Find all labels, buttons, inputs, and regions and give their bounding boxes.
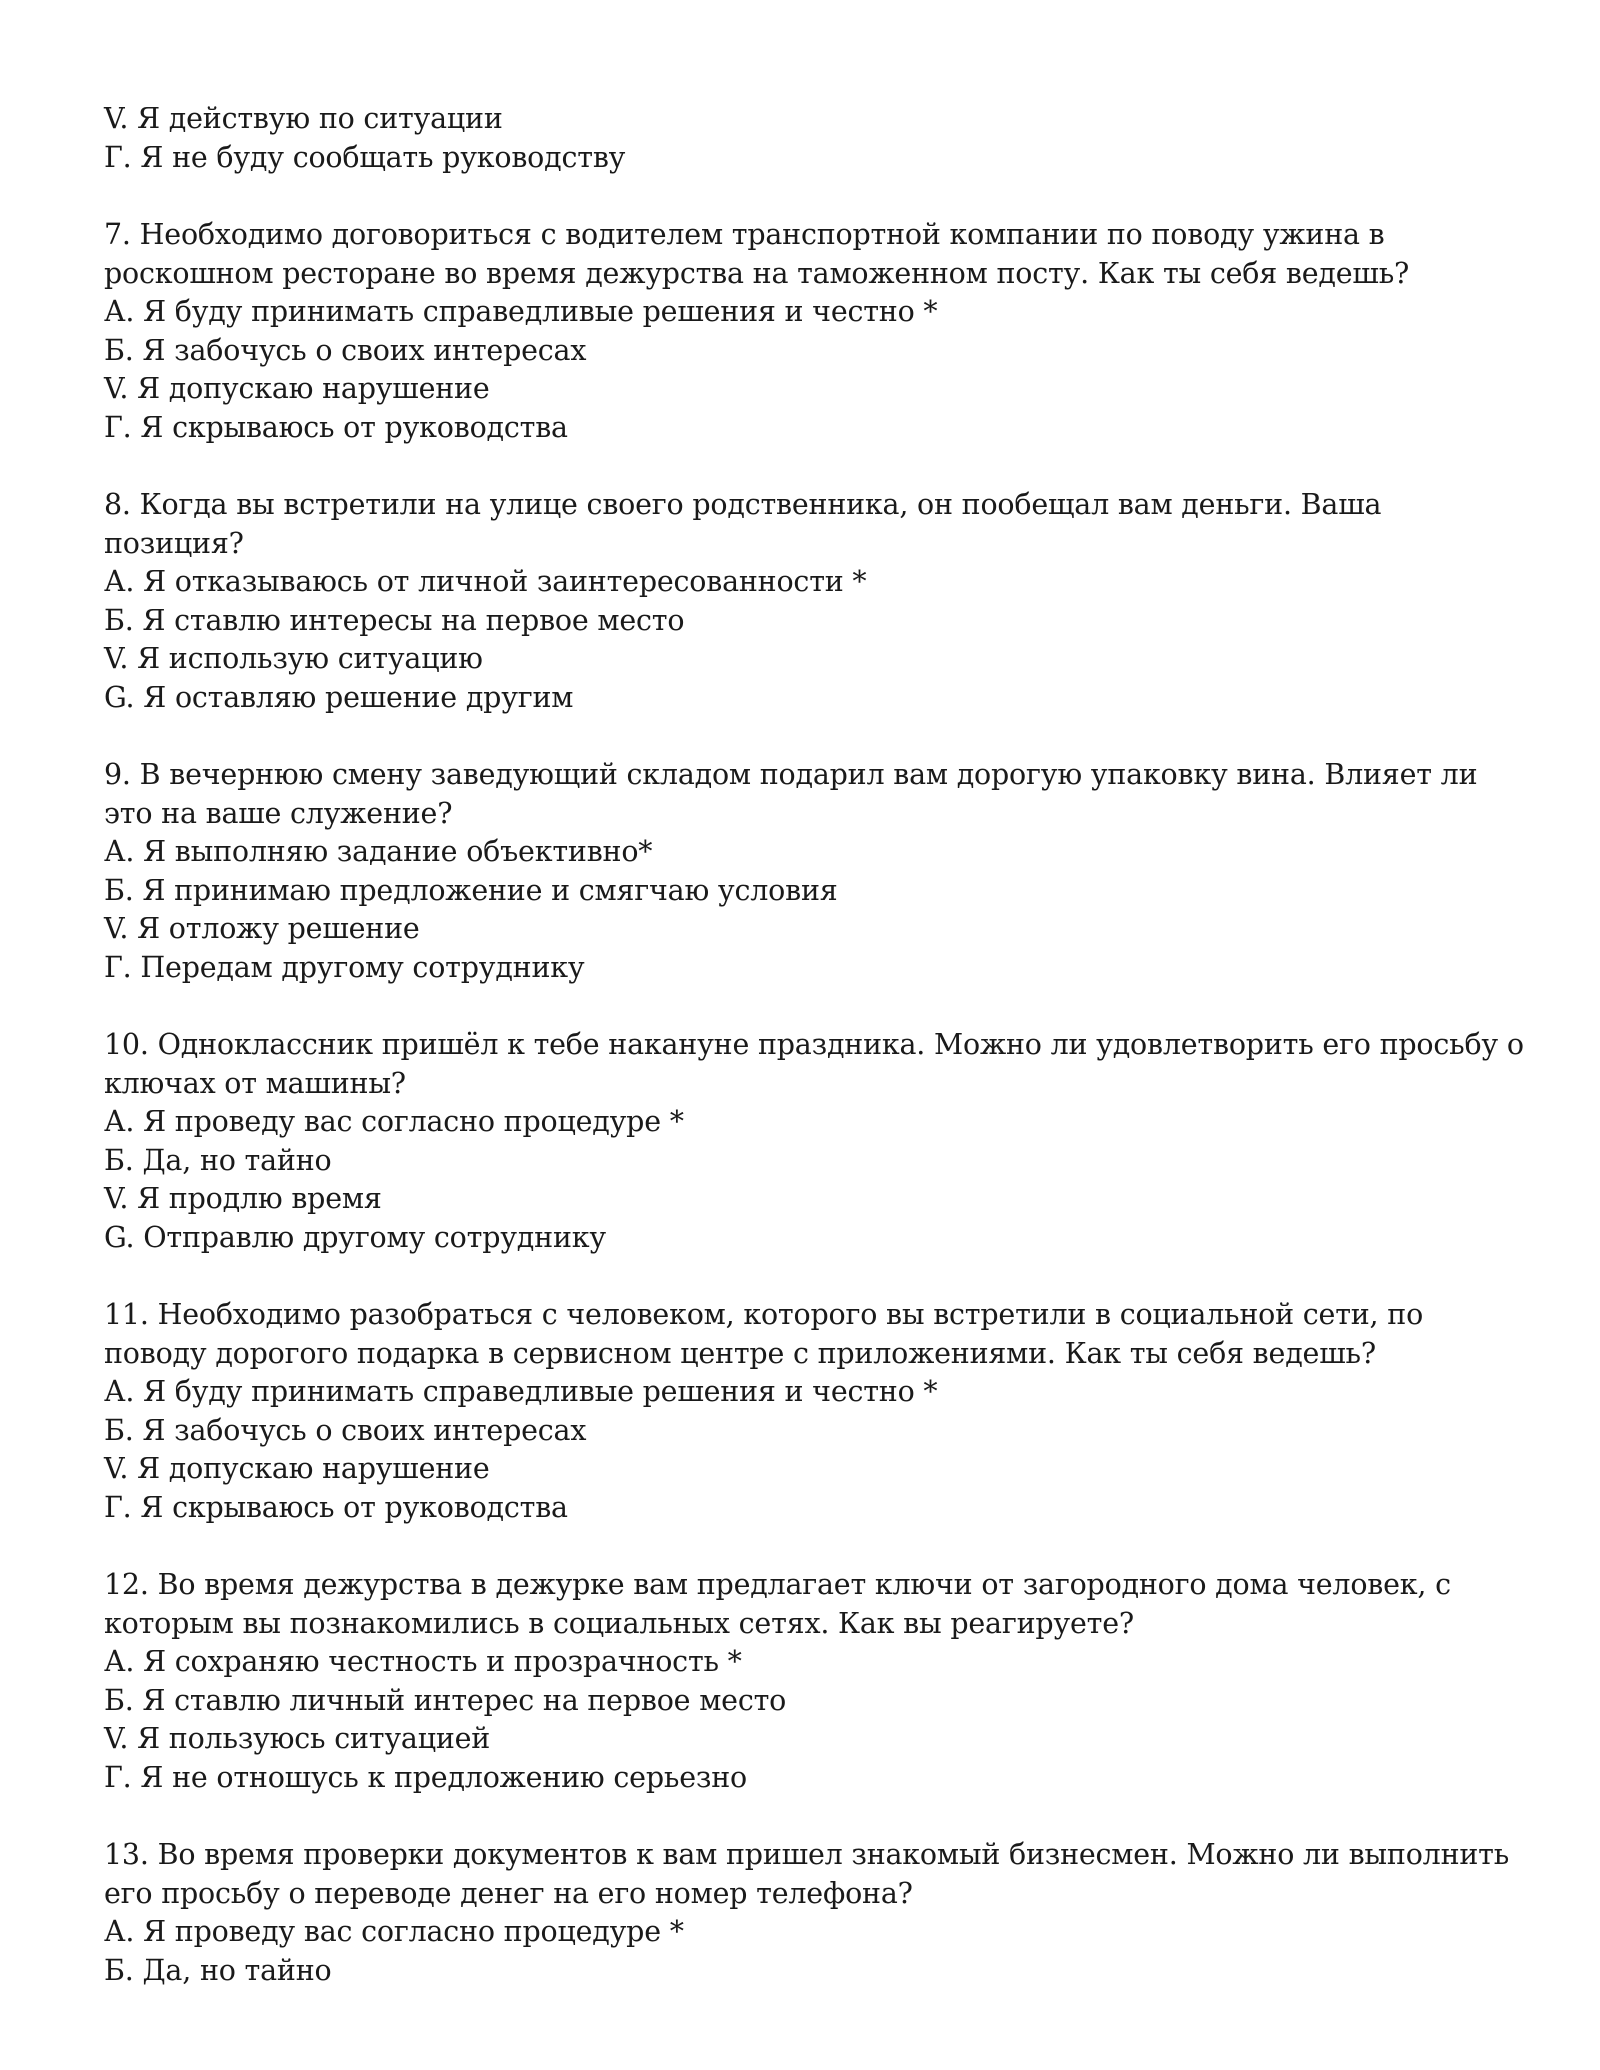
answer-option: G. Я оставляю решение другим [104, 680, 574, 714]
question-text: 13. Во время проверки документов к вам пришел знакомый бизнесмен. Можно ли выполнить его просьбу о переводе денег на его номер телефона? [104, 1838, 1510, 1910]
answer-option: Г. Я скрываюсь от руководства [104, 1490, 568, 1524]
question-text: 7. Необходимо договориться с водителем транспортной компании по поводу ужина в роскошном ресторане во время дежурства на таможенном посту. Как ты себя ведешь? [104, 218, 1410, 290]
answer-option: А. Я буду принимать справедливые решения и честно * [104, 1375, 938, 1408]
answer-option: G. Отправлю другому сотруднику [104, 1220, 606, 1254]
answer-option: А. Я отказываюсь от личной заинтересованности * [104, 565, 867, 598]
answer-option: V. Я продлю время [104, 1182, 382, 1215]
question-text: 11. Необходимо разобраться с человеком, которого вы встретили в социальной сети, по поводу дорогого подарка в сервисном центре с приложениями. Как ты себя ведешь? [104, 1298, 1424, 1370]
answer-option: V. Я использую ситуацию [104, 642, 483, 675]
answer-option: V. Я отложу решение [104, 912, 420, 945]
answer-option: Г. Я скрываюсь от руководства [104, 410, 568, 444]
answer-option: V. Я пользуюсь ситуацией [104, 1722, 491, 1755]
question-block-9 [104, 756, 1524, 987]
intro-options-block [104, 100, 1524, 177]
question-text: 10. Одноклассник пришёл к тебе накануне праздника. Можно ли удовлетворить его просьбу о ключах от машины? [104, 1028, 1524, 1100]
question-block-10 [104, 1026, 1524, 1257]
question-text: 12. Во время дежурства в дежурке вам предлагает ключи от загородного дома человек, с которым вы познакомились в социальных сетях. Как вы реагируете? [104, 1568, 1451, 1640]
answer-option: V. Я допускаю нарушение [104, 372, 490, 405]
question-block-11 [104, 1296, 1524, 1527]
answer-option: А. Я выполняю задание объективно* [104, 835, 653, 868]
question-block-7 [104, 216, 1524, 447]
answer-option: Б. Я принимаю предложение и смягчаю условия [104, 873, 838, 907]
answer-option: V. Я допускаю нарушение [104, 1452, 490, 1485]
question-text: 9. В вечернюю смену заведующий складом подарил вам дорогую упаковку вина. Влияет ли это на ваше служение? [104, 758, 1478, 830]
answer-option: А. Я проведу вас согласно процедуре * [104, 1915, 684, 1948]
answer-option: А. Я буду принимать справедливые решения и честно * [104, 295, 938, 328]
answer-option: Б. Я забочусь о своих интересах [104, 1413, 587, 1447]
answer-option: Б. Я забочусь о своих интересах [104, 333, 587, 367]
question-block-13 [104, 1836, 1524, 1990]
answer-option: Г. Я не буду сообщать руководству [104, 140, 626, 174]
answer-option: Б. Да, но тайно [104, 1143, 332, 1177]
question-block-8 [104, 486, 1524, 717]
document-page [104, 100, 1524, 1990]
answer-option: А. Я сохраняю честность и прозрачность * [104, 1645, 742, 1678]
answer-option: А. Я проведу вас согласно процедуре * [104, 1105, 684, 1138]
answer-option: Г. Я не отношусь к предложению серьезно [104, 1760, 747, 1794]
question-text: 8. Когда вы встретили на улице своего родственника, он пообещал вам деньги. Ваша позиция? [104, 488, 1382, 560]
answer-option: Г. Передам другому сотруднику [104, 950, 585, 984]
answer-option: V. Я действую по ситуации [104, 102, 503, 135]
answer-option: Б. Я ставлю личный интерес на первое место [104, 1683, 787, 1717]
question-block-12 [104, 1566, 1524, 1797]
answer-option: Б. Да, но тайно [104, 1953, 332, 1987]
answer-option: Б. Я ставлю интересы на первое место [104, 603, 685, 637]
